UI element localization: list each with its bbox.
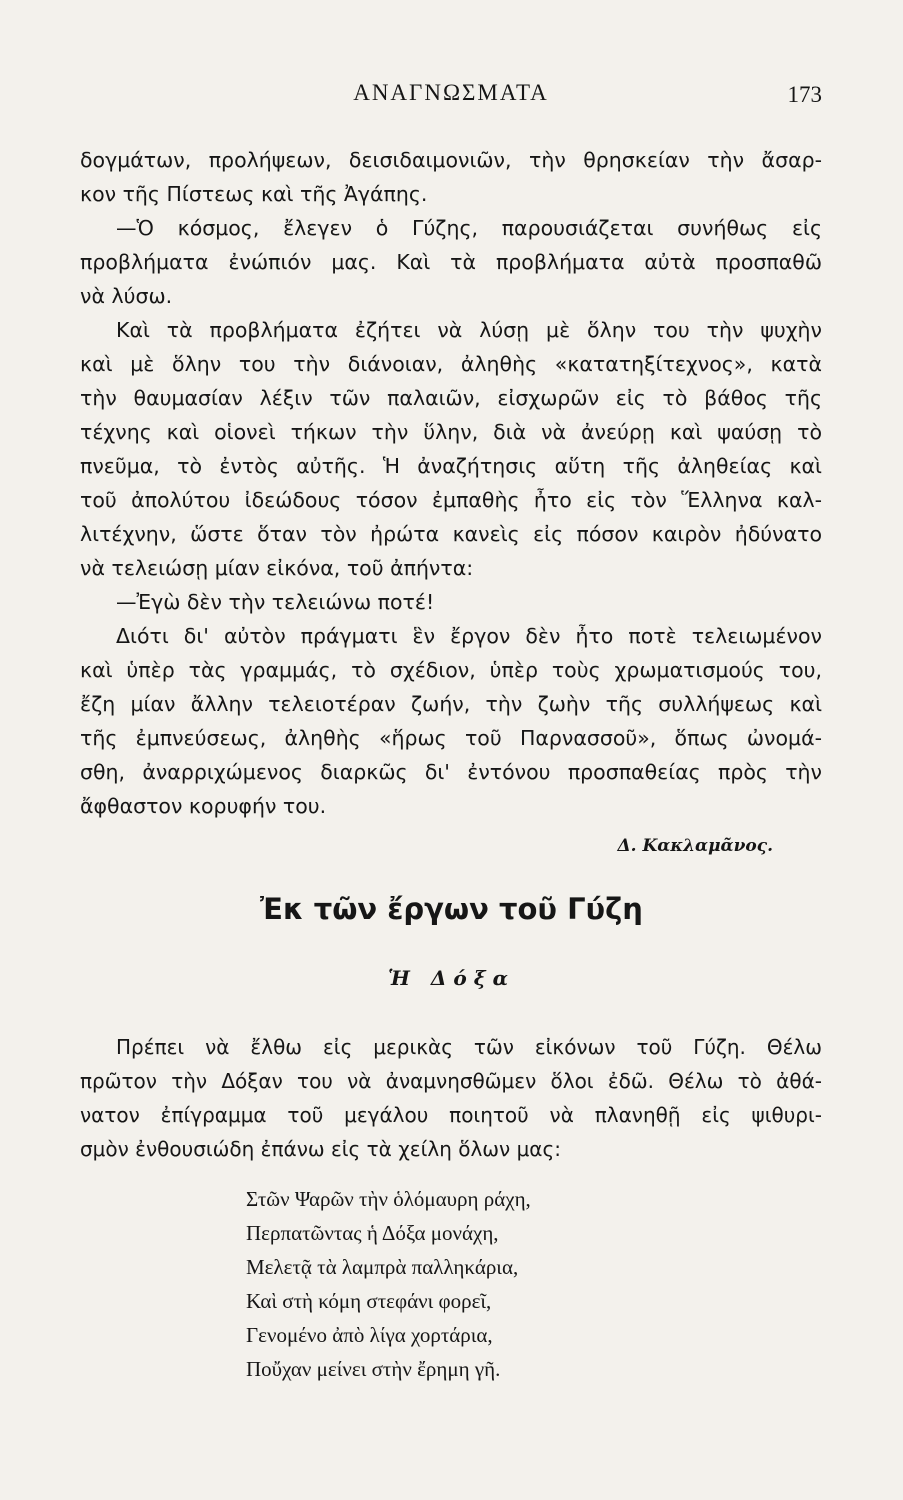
verse-line: Ποὔχαν μείνει στὴν ἔρημη γῆ. <box>246 1357 501 1381</box>
text-line: καὶ ὑπὲρ τὰς γραμμάς, τὸ σχέδιον, ὑπὲρ τοὺς χρωματισμούς του, <box>80 658 822 682</box>
poem-subtitle: Ἡ Δόξα <box>388 966 515 990</box>
text-line: Διότι δι' αὐτὸν πράγματι ἓν ἔργον δὲν ἦτο ποτὲ τελειωμένον <box>116 624 822 648</box>
verse-line: Μελετᾷ τὰ λαμπρὰ παλληκάρια, <box>246 1255 519 1279</box>
verse-line: Περπατῶντας ἡ Δόξα μονάχη, <box>246 1221 499 1245</box>
text-line: τὴν θαυμασίαν λέξιν τῶν παλαιῶν, εἰσχωρῶν εἰς τὸ βάθος τῆς <box>80 386 822 410</box>
verse-line: Γενομένο ἀπὸ λίγα χορτάρια, <box>246 1323 493 1347</box>
section-heading: Ἐκ τῶν ἔργων τοῦ Γύζη <box>260 892 643 926</box>
section-prose <box>80 1030 822 1166</box>
text-line: δογμάτων, προλήψεων, δεισιδαιμονιῶν, τὴν θρησκείαν τὴν ἄσαρ- <box>80 148 822 172</box>
text-line: Καὶ τὰ προβλήματα ἐζήτει νὰ λύσῃ μὲ ὅλην του τὴν ψυχὴν <box>116 318 822 342</box>
text-line: τῆς ἐμπνεύσεως, ἀληθὴς «ἥρως τοῦ Παρνασσοῦ», ὅπως ὠνομά- <box>80 726 822 750</box>
text-line: πρῶτον τὴν Δόξαν του νὰ ἀναμνησθῶμεν ὅλοι ἐδῶ. Θέλω τὸ ἀθά- <box>80 1069 822 1093</box>
verse-line: Καὶ στὴ κόμη στεφάνι φορεῖ, <box>246 1289 492 1313</box>
text-line: λιτέχνην, ὥστε ὅταν τὸν ἠρώτα κανεὶς εἰς πόσον καιρὸν ἠδύνατο <box>80 522 822 546</box>
text-line: σμὸν ἐνθουσιώδη ἐπάνω εἰς τὰ χείλη ὅλων μας: <box>80 1137 561 1161</box>
text-line: καὶ μὲ ὅλην του τὴν διάνοιαν, ἀληθὴς «κατατηξίτεχνος», κατὰ <box>80 352 822 376</box>
text-line: ἄφθαστον κορυφήν του. <box>80 794 327 818</box>
running-title: ΑΝΑΓΝΩΣΜΑΤΑ <box>353 80 549 105</box>
text-line: πνεῦμα, τὸ ἐντὸς αὐτῆς. Ἡ ἀναζήτησις αὕτη τῆς ἀληθείας καὶ <box>80 454 822 478</box>
running-header <box>80 80 822 116</box>
text-line: κον τῆς Πίστεως καὶ τῆς Ἀγάπης. <box>80 182 428 206</box>
text-line: προβλήματα ἐνώπιόν μας. Καὶ τὰ προβλήματα αὐτὰ προσπαθῶ <box>80 250 822 274</box>
text-line: —Ὁ κόσμος, ἔλεγεν ὁ Γύζης, παρουσιάζεται συνήθως εἰς <box>116 216 822 240</box>
text-line: τέχνης καὶ οἱονεὶ τήκων τὴν ὕλην, διὰ νὰ ἀνεύρῃ καὶ ψαύσῃ τὸ <box>80 420 822 444</box>
article-text <box>80 143 822 823</box>
page-number: 173 <box>787 82 822 107</box>
author-signature: Δ. Κακλαμᾶνος. <box>617 836 773 856</box>
text-line: νὰ λύσω. <box>80 284 173 308</box>
text-line: σθη, ἀναρριχώμενος διαρκῶς δι' ἐντόνου προσπαθείας πρὸς τὴν <box>80 760 822 784</box>
text-line: νατον ἐπίγραμμα τοῦ μεγάλου ποιητοῦ νὰ πλανηθῇ εἰς ψιθυρι- <box>80 1103 822 1127</box>
text-line: νὰ τελειώσῃ μίαν εἰκόνα, τοῦ ἀπήντα: <box>80 556 474 580</box>
poem-verse <box>246 1182 766 1386</box>
verse-line: Στῶν Ψαρῶν τὴν ὁλόμαυρη ράχη, <box>246 1187 531 1211</box>
text-line: ἔζη μίαν ἄλλην τελειοτέραν ζωήν, τὴν ζωὴν τῆς συλλήψεως καὶ <box>80 692 822 716</box>
text-line: —Ἐγὼ δὲν τὴν τελειώνω ποτέ! <box>116 590 435 614</box>
text-line: Πρέπει νὰ ἔλθω εἰς μερικὰς τῶν εἰκόνων τοῦ Γύζη. Θέλω <box>116 1035 822 1059</box>
text-line: τοῦ ἀπολύτου ἰδεώδους τόσον ἐμπαθὴς ἦτο εἰς τὸν Ἕλληνα καλ- <box>80 488 822 512</box>
